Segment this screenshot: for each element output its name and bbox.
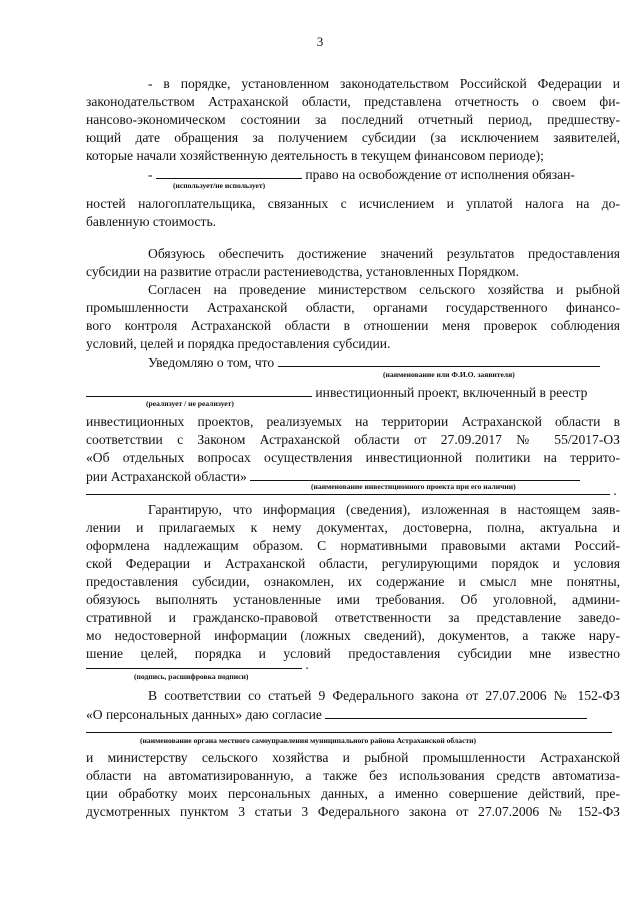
blank-field-municipal-body [86, 720, 612, 733]
text-line: ской Федерации и Астраханской области, регулирующими порядок и условия [86, 556, 620, 571]
text-line: мо недостоверной информации (ложных сведений), документов, а также нару- [86, 628, 620, 643]
blank-field-consent [325, 706, 587, 719]
text-line: вого контроля Астраханской области в отношении меня проверок соблюдения [86, 318, 620, 333]
vat-line-text: право на освобождение от исполнения обязан- [305, 167, 575, 182]
line-end-dot: . [613, 483, 617, 498]
blank-field-implements [86, 384, 312, 397]
notify-line [148, 354, 620, 371]
consent-line-text: «О персональных данных» даю согласие [86, 707, 322, 722]
signature-dot: . [305, 657, 309, 672]
org-blank-line [86, 720, 620, 737]
field-caption: (реализует / не реализует) [146, 399, 234, 408]
text-line: Согласен на проведение министерством сельского хозяйства и рыбной [148, 282, 620, 297]
text-line: «Об отдельных вопросах осуществления инвестиционной политики на террито- [86, 450, 620, 465]
text-line: оформлена надлежащим образом. С нормативными правовыми актами Россий- [86, 538, 620, 553]
blank-field-applicant-name [278, 354, 600, 367]
blank-line [86, 482, 620, 499]
invest-line-text: инвестиционный проект, включенный в реестр [315, 385, 588, 400]
field-caption: (наименование органа местного самоуправления муниципального района Астраханской области) [140, 736, 477, 745]
text-line: дусмотренных пунктом 3 статьи 3 Федерального закона от 27.07.2006 № 152-ФЗ [86, 804, 620, 819]
signature-line [86, 656, 620, 673]
text-line: условий, целей и порядка предоставления субсидии. [86, 336, 391, 351]
blank-field-project-continued [86, 482, 610, 495]
text-line: ции обработку моих персональных данных, а именно совершение действий, пре- [86, 786, 620, 801]
field-caption: (наименование инвестиционного проекта при его наличии) [311, 482, 516, 491]
text-line: промышленности Астраханской области, органами государственного финансо- [86, 300, 620, 315]
blank-field-project-name [250, 468, 580, 481]
blank-field-use-tax-exemption [156, 166, 302, 179]
text-line: шение целей, порядка и условий предоставления субсидии мне известно [86, 646, 620, 661]
field-caption: (наименование или Ф.И.О. заявителя) [383, 370, 515, 379]
text-line: области на автоматизированную, а также без использования средств автоматиза- [86, 768, 620, 783]
text-line: и министерству сельского хозяйства и рыбной промышленности Астраханской [86, 750, 620, 765]
field-caption: (использует/не использует) [173, 181, 266, 190]
text-line: которые начали хозяйственную деятельность в текущем финансовом периоде); [86, 148, 544, 163]
text-line: законодательством Астраханской области, представлена отчетность о своем фи- [86, 94, 620, 109]
text-line: инвестиционных проектов, реализуемых на территории Астраханской области в [86, 414, 620, 429]
text-line: В соответствии со статьей 9 Федерального закона от 27.07.2006 № 152-ФЗ [148, 688, 620, 703]
page-number: 3 [316, 34, 324, 49]
text-line: соответствии с Законом Астраханской области от 27.09.2017 № 55/2017-ОЗ [86, 432, 620, 447]
blank-field-signature [86, 656, 302, 669]
text-line: обязуюсь выполнять установленные ими требования. Об уголовной, админи- [86, 592, 620, 607]
text-line: бавленную стоимость. [86, 214, 217, 229]
text-line: стративной и гражданско-правовой ответственности за представление заведо- [86, 610, 620, 625]
notify-line-text: Уведомляю о том, что [148, 355, 275, 370]
text-line: Гарантирую, что информация (сведения), изложенная в настоящем заяв- [148, 502, 620, 517]
text-line: ющий дате обращения за получением субсидии (за исключением заявителей, [86, 130, 620, 145]
dash: - [148, 167, 153, 182]
text-line: ностей налогоплательщика, связанных с исчислением и уплатой налога на до- [86, 196, 620, 211]
text-line: субсидии на развитие отрасли растениеводства, установленных Порядком. [86, 264, 519, 279]
project-line-text: рии Астраханской области» [86, 469, 247, 484]
text-line: нансово-экономическом состоянии за последний отчетный период, предшеству- [86, 112, 620, 127]
text-line: предоставления субсидии, ознакомлен, их содержание и смысл мне понятны, [86, 574, 620, 589]
text-line: Обязуюсь обеспечить достижение значений результатов предоставления [148, 246, 620, 261]
text-line: - в порядке, установленном законодательством Российской Федерации и [148, 76, 620, 91]
text-line: лении и прилагаемых к нему документах, достоверна, полна, актуальна и [86, 520, 620, 535]
field-caption: (подпись, расшифровка подписи) [134, 672, 249, 681]
